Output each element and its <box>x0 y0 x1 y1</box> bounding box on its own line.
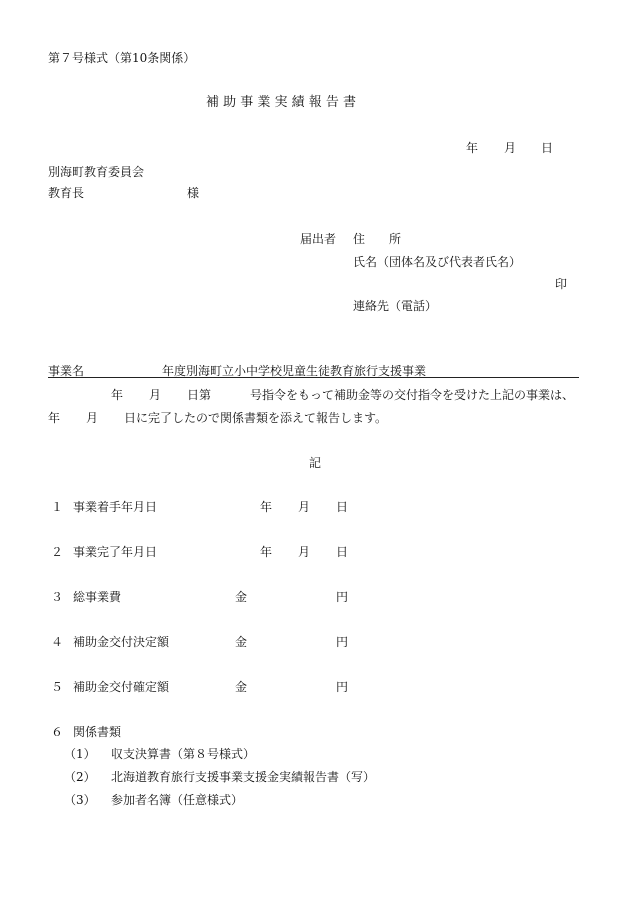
body-month-2: 月 <box>86 411 99 425</box>
body-year-1: 年 <box>111 388 124 402</box>
item-day: 日 <box>336 545 349 559</box>
date-year: 年 <box>466 141 479 155</box>
form-number: 第７号様式（第10条関係） <box>48 51 196 65</box>
project-label: 事業名 <box>48 364 85 378</box>
body-day-1: 日第 <box>187 388 212 402</box>
project-underline <box>48 377 579 378</box>
date-day: 日 <box>541 141 554 155</box>
doc-text: 北海道教育旅行支援事業支援金実績報告書（写） <box>111 770 376 784</box>
related-label: 関係書類 <box>73 725 122 739</box>
item-number: ５ <box>51 680 64 694</box>
item-month: 月 <box>298 545 311 559</box>
body-year-2: 年 <box>48 411 61 425</box>
item-label: 総事業費 <box>73 590 122 604</box>
item-yen: 円 <box>336 590 349 604</box>
item-yen: 円 <box>336 680 349 694</box>
doc-text: 参加者名簿（任意様式） <box>111 793 244 807</box>
item-yen: 円 <box>336 635 349 649</box>
body-line1-rest: 号指令をもって補助金等の交付指令を受けた上記の事業は、 <box>250 388 575 402</box>
item-number: ３ <box>51 590 64 604</box>
addressee-title: 教育長 <box>48 186 85 200</box>
body-line2-rest: 日に完了したので関係書類を添えて報告します。 <box>124 411 388 425</box>
item-label: 補助金交付決定額 <box>73 635 170 649</box>
page-title: 補 助 事 業 実 績 報 告 書 <box>206 95 357 110</box>
item-number: １ <box>51 500 64 514</box>
item-kin: 金 <box>235 635 248 649</box>
doc-number: （1） <box>64 747 96 761</box>
item-label: 補助金交付確定額 <box>73 680 170 694</box>
item-year: 年 <box>260 500 273 514</box>
item-month: 月 <box>298 500 311 514</box>
body-month-1: 月 <box>149 388 162 402</box>
address-label: 住 所 <box>353 232 402 246</box>
name-label: 氏名（団体名及び代表者氏名） <box>353 255 522 269</box>
item-year: 年 <box>260 545 273 559</box>
item-number: ６ <box>51 725 64 739</box>
item-label: 事業着手年月日 <box>73 500 158 514</box>
seal-mark: 印 <box>555 277 568 291</box>
project-name: 年度別海町立小中学校児童生徒教育旅行支援事業 <box>162 364 427 378</box>
item-number: ２ <box>51 545 64 559</box>
applicant-label: 届出者 <box>300 232 337 246</box>
item-number: ４ <box>51 635 64 649</box>
addressee-org: 別海町教育委員会 <box>48 165 145 179</box>
item-kin: 金 <box>235 680 248 694</box>
item-day: 日 <box>336 500 349 514</box>
item-label: 事業完了年月日 <box>73 545 158 559</box>
item-kin: 金 <box>235 590 248 604</box>
addressee-honorific: 様 <box>187 186 200 200</box>
doc-number: （2） <box>64 770 96 784</box>
ki-heading: 記 <box>309 456 322 470</box>
contact-label: 連絡先（電話） <box>353 299 438 313</box>
doc-number: （3） <box>64 793 96 807</box>
doc-text: 収支決算書（第８号様式） <box>111 747 256 761</box>
date-month: 月 <box>504 141 517 155</box>
